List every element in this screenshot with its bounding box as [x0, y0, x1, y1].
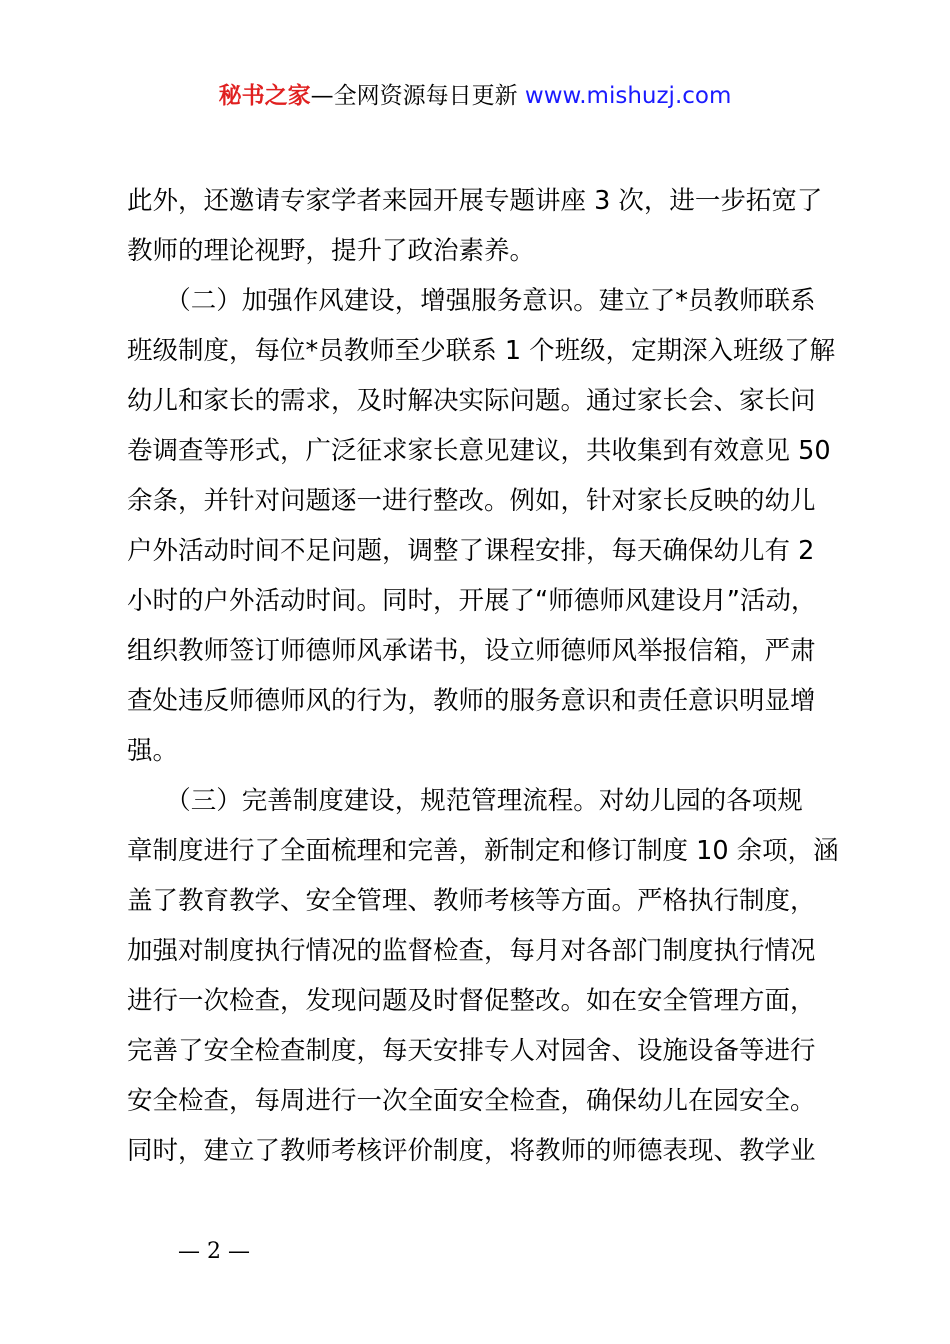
text-line: 户外活动时间不足问题，调整了课程安排，每天确保幼儿有 2 [127, 536, 815, 566]
text-line: 完善了安全检查制度，每天安排专人对园舍、设施设备等进行 [127, 1036, 816, 1066]
text-line: 进行一次检查，发现问题及时督促整改。如在安全管理方面， [127, 986, 816, 1016]
text-line: 组织教师签订师德师风承诺书，设立师德师风举报信箱，严肃 [127, 636, 816, 666]
page-number: — 2 — [178, 1239, 250, 1264]
text-line: 盖了教育教学、安全管理、教师考核等方面。严格执行制度， [127, 886, 816, 916]
text-line: 加强对制度执行情况的监督检查，每月对各部门制度执行情况 [127, 936, 816, 966]
text-line: 此外，还邀请专家学者来园开展专题讲座 3 次，进一步拓宽了 [127, 186, 823, 216]
page-header [0, 80, 950, 112]
text-line: 查处违反师德师风的行为，教师的服务意识和责任意识明显增 [127, 686, 816, 716]
text-line: 强。 [127, 736, 179, 766]
text-line: 班级制度，每位*员教师至少联系 1 个班级，定期深入班级了解 [127, 336, 836, 366]
text-line: 卷调查等形式，广泛征求家长意见建议，共收集到有效意见 50 [127, 436, 831, 466]
document-body [127, 176, 847, 1176]
text-line: 安全检查，每周进行一次全面安全检查，确保幼儿在园安全。 [127, 1086, 816, 1116]
text-line: （二）加强作风建设，增强服务意识。建立了*员教师联系 [127, 286, 816, 316]
text-line: （三）完善制度建设，规范管理流程。对幼儿园的各项规 [127, 786, 803, 816]
site-url-link[interactable]: www.mishuzj.com [524, 83, 732, 109]
text-line: 小时的户外活动时间。同时，开展了“师德师风建设月”活动， [127, 586, 817, 616]
text-line: 幼儿和家长的需求，及时解决实际问题。通过家长会、家长问 [127, 386, 816, 416]
text-line: 余条，并针对问题逐一进行整改。例如，针对家长反映的幼儿 [127, 486, 816, 516]
text-line: 同时，建立了教师考核评价制度，将教师的师德表现、教学业 [127, 1136, 816, 1166]
text-line: 章制度进行了全面梳理和完善，新制定和修订制度 10 余项，涵 [127, 836, 839, 866]
header-tagline: —全网资源每日更新 [310, 83, 518, 109]
text-line: 教师的理论视野，提升了政治素养。 [127, 236, 536, 266]
brand-name: 秘书之家 [218, 83, 311, 109]
